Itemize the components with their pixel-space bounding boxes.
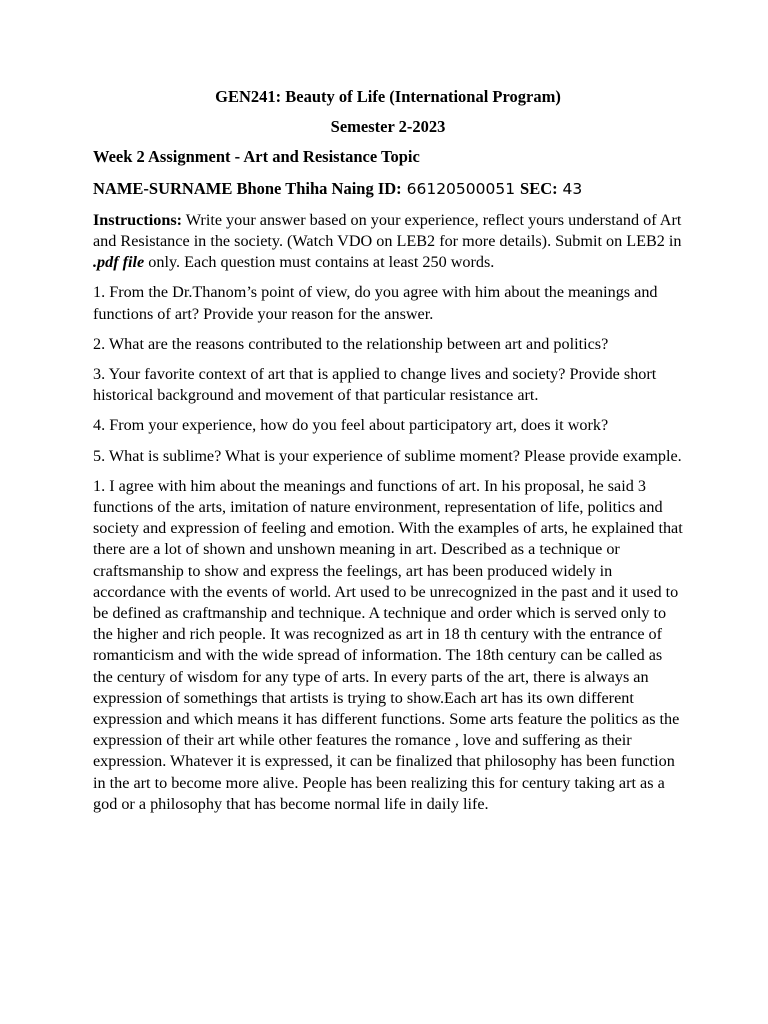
name-value: Bhone Thiha Naing bbox=[232, 178, 378, 198]
student-info-line bbox=[93, 178, 683, 200]
document-page bbox=[93, 86, 683, 824]
answer-paragraph: 1. I agree with him about the meanings and functions of art. In his proposal, he said 3 functions of the arts, imitation of nature environment, representation of life, politics and society and expression of feeling and emotion. With the examples of arts, he explained that there are a lot of shown and unshown meaning in art. Described as a technique or craftsmanship to show and express the feelings, art has been produced widely in accordance with the events of world. Art used to be unrecognized in the past and it used to be defined as craftmanship and technique. A technique and order which is served only to the higher and rich people. It was recognized as art in 18 th century with the entrance of romanticism and with the wide spread of information. The 18th century can be called as the century of wisdom for any type of arts. In every parts of the art, there is always an expression of somethings that artists is trying to show.Each art has its own different expression and which means it has different functions. Some arts feature the politics as the expression of their art while other features the romance , love and suffering as their expression. Whatever it is expressed, it can be finalized that philosophy has been function in the art to become more alive. People has been realizing this for century taking art as a god or a philosophy that has become normal life in daily life. bbox=[93, 476, 683, 813]
question-5: 5. What is sublime? What is your experience of sublime moment? Please provide example. bbox=[93, 446, 682, 465]
question-3: 3. Your favorite context of art that is applied to change lives and society? Provide short historical background and movement of that particular resistance art. bbox=[93, 365, 657, 405]
course-title: GEN241: Beauty of Life (International Program) bbox=[215, 87, 561, 106]
question-4: 4. From your experience, how do you feel about participatory art, does it work? bbox=[93, 416, 609, 435]
instructions-paragraph bbox=[93, 210, 683, 274]
name-label: NAME-SURNAME bbox=[93, 178, 233, 198]
sec-value: 43 bbox=[557, 179, 583, 198]
question-2: 2. What are the reasons contributed to the relationship between art and politics? bbox=[93, 334, 609, 353]
semester-label: Semester 2-2023 bbox=[330, 117, 446, 137]
instructions-text-after: only. Each question must contains at least 250 words. bbox=[144, 253, 495, 272]
pdf-file-label: .pdf file bbox=[93, 253, 145, 272]
sec-label: SEC: bbox=[520, 178, 558, 198]
id-label: ID: bbox=[377, 178, 402, 198]
instructions-text-before: Write your answer based on your experience, reflect yours understand of Art and Resistance in the society. (Watch VDO on LEB2 for more details). Submit on LEB2 in bbox=[93, 210, 682, 251]
instructions-label: Instructions: bbox=[93, 210, 183, 229]
question-1: 1. From the Dr.Thanom’s point of view, do you agree with him about the meanings and functions of art? Provide your reason for the answer. bbox=[93, 283, 658, 323]
id-value: 66120500051 bbox=[401, 179, 521, 198]
assignment-heading: Week 2 Assignment - Art and Resistance Topic bbox=[93, 147, 420, 167]
